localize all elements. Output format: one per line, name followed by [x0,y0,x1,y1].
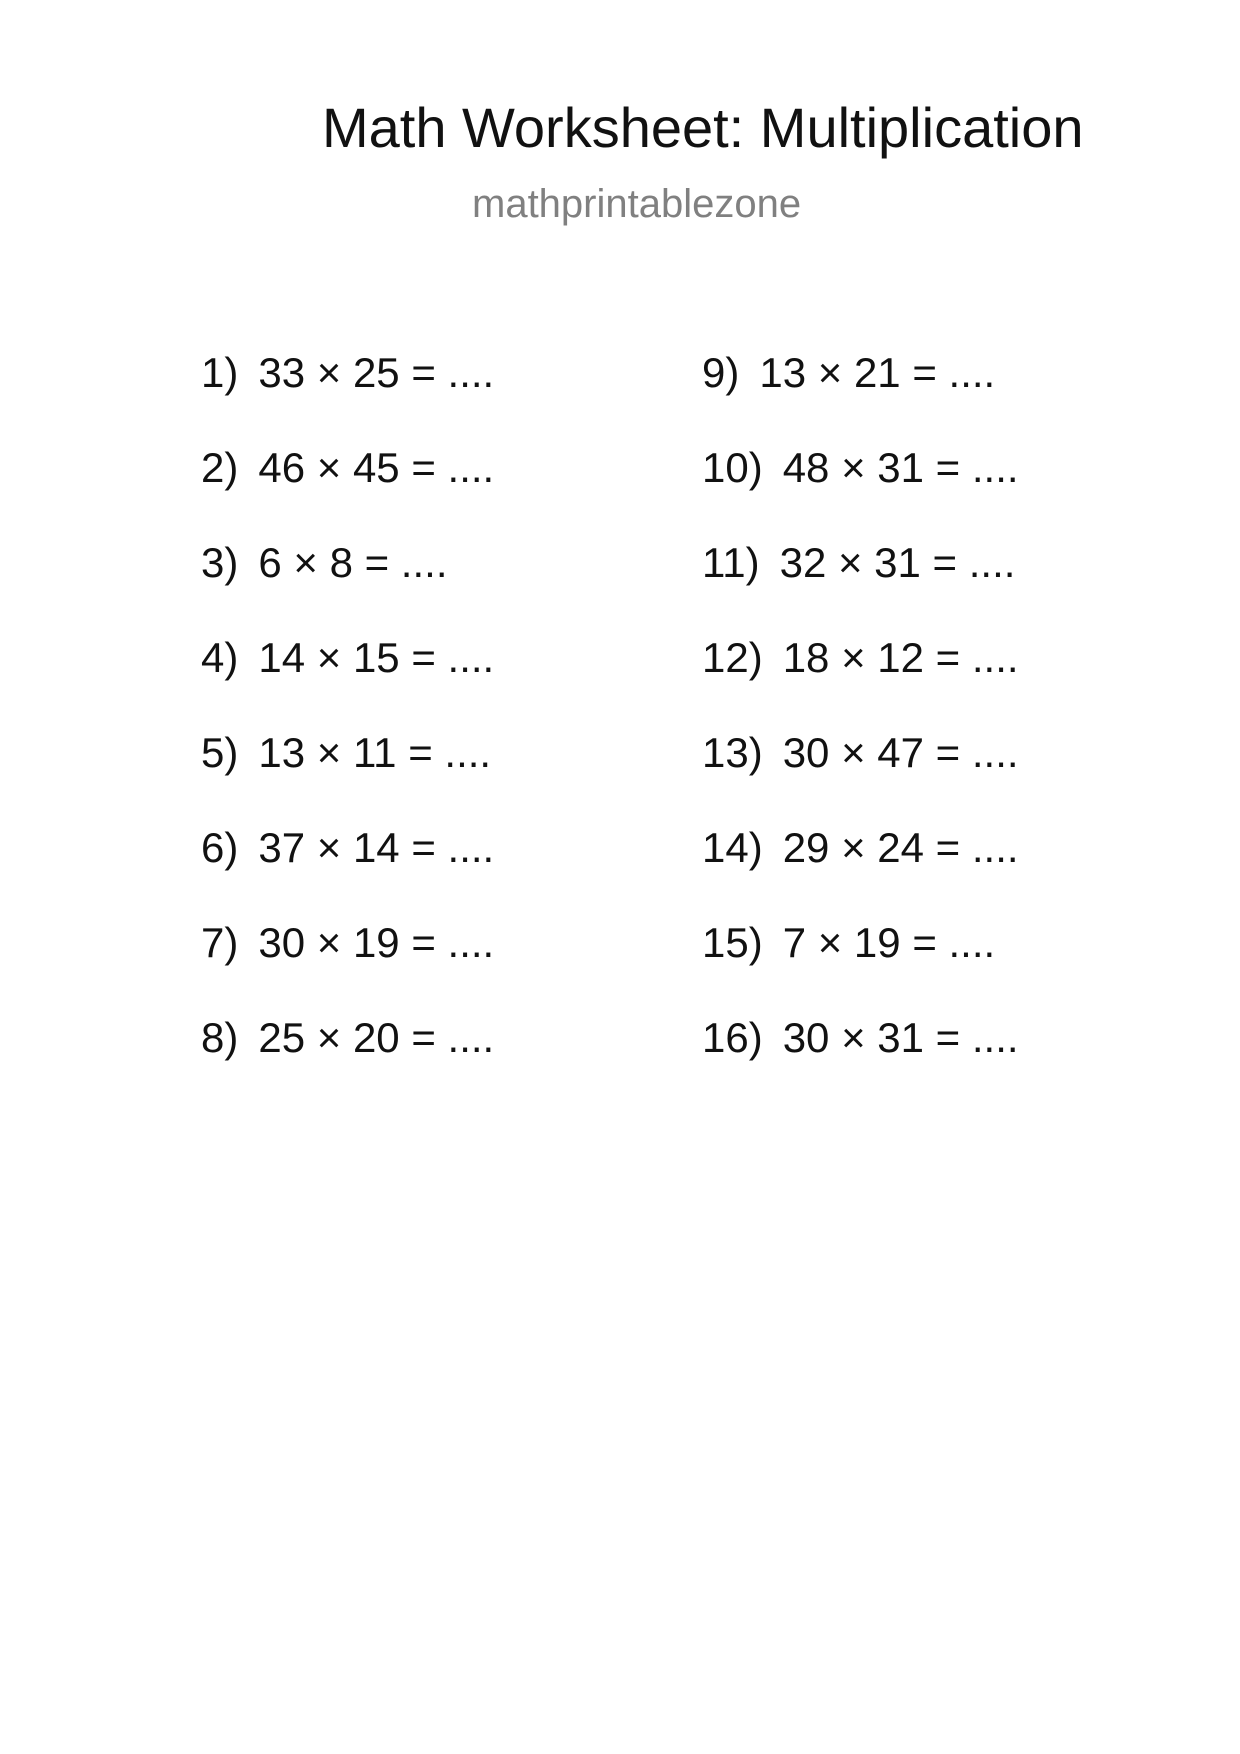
problem-expression: 32 × 31 = .... [779,539,1016,586]
problem-number: 7) [201,919,239,966]
problem-item [702,824,1019,922]
problem-item [201,729,494,827]
problem-expression: 33 × 25 = .... [258,349,495,396]
problem-item [201,919,495,1017]
problem-item [201,824,495,922]
problem-number: 6) [201,824,239,871]
problem-item [201,349,495,447]
problem-expression: 25 × 20 = .... [258,1014,495,1061]
problem-item [702,539,1019,637]
problem-item [702,1014,1019,1112]
problem-item [201,1014,495,1112]
problem-item [702,444,1019,542]
problem-expression: 37 × 14 = .... [258,824,495,871]
problem-number: 3) [201,539,239,586]
problem-column-left [201,349,495,1112]
problem-expression: 13 × 21 = .... [759,349,996,396]
problem-expression: 30 × 47 = .... [782,729,1019,776]
problem-expression: 7 × 19 = .... [782,919,996,966]
problem-number: 13) [702,729,763,776]
problem-number: 8) [201,1014,239,1061]
problem-expression: 30 × 19 = .... [258,919,495,966]
problem-number: 11) [702,539,760,586]
problem-list [0,349,1240,1132]
problem-item [201,539,494,637]
problem-item [702,729,1019,827]
problem-number: 12) [702,634,763,681]
problem-item [702,919,1019,1017]
problem-expression: 48 × 31 = .... [782,444,1019,491]
problem-number: 2) [201,444,239,491]
problem-expression: 14 × 15 = .... [258,634,495,681]
problem-number: 14) [702,824,763,871]
problem-number: 9) [702,349,740,396]
problem-column-right [702,349,1019,1112]
problem-number: 1) [201,349,239,396]
problem-number: 5) [201,729,239,776]
problem-expression: 18 × 12 = .... [782,634,1019,681]
problem-number: 15) [702,919,763,966]
problem-expression: 29 × 24 = .... [782,824,1019,871]
problem-item [201,444,495,542]
worksheet-subtitle: mathprintablezone [472,182,802,226]
problem-number: 10) [702,444,763,491]
problem-item [702,634,1019,732]
problem-number: 4) [201,634,239,681]
problem-expression: 6 × 8 = .... [258,539,448,586]
problem-expression: 13 × 11 = .... [258,729,492,776]
problem-item [201,634,495,732]
problem-item [702,349,1019,447]
problem-number: 16) [702,1014,763,1061]
problem-expression: 30 × 31 = .... [782,1014,1019,1061]
problem-expression: 46 × 45 = .... [258,444,495,491]
worksheet-title: Math Worksheet: Multiplication [322,96,1084,159]
